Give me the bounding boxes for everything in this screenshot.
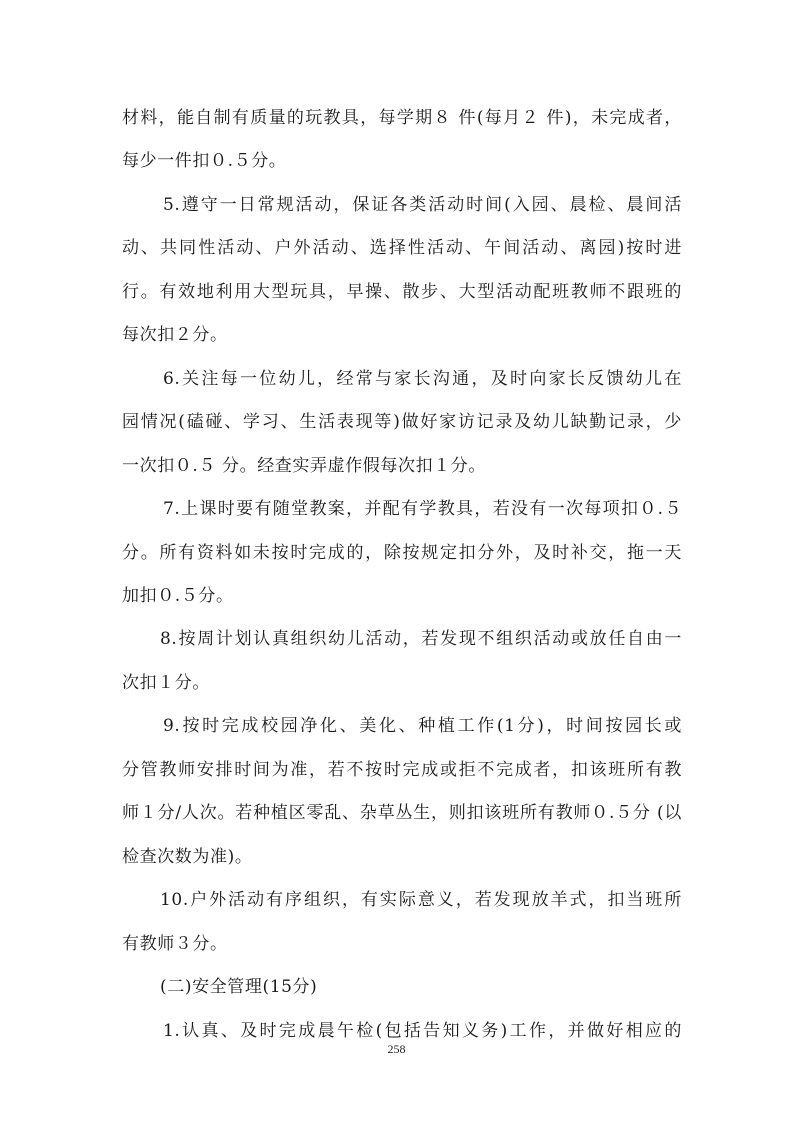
text-line-17: 师１分/人次。若种植区零乱、杂草丛生，则扣该班所有教师０.５分 (以 [122, 803, 682, 823]
text-line-12: 加扣０.５分。 [122, 586, 234, 606]
text-line-9: 一次扣０.５ 分。经查实弄虚作假每次扣１分。 [122, 456, 487, 476]
text-line-7: 6.关注每一位幼儿，经常与家长沟通，及时向家长反馈幼儿在 [163, 369, 682, 389]
text-line-15: 9.按时完成校园净化、美化、种植工作(1分)，时间按园长或 [163, 716, 682, 736]
text-line-10: 7.上课时要有随堂教案，并配有学教具，若没有一次每项扣０.５ [163, 499, 682, 519]
text-line-1: 材料，能自制有质量的玩教具，每学期８ 件(每月２ 件)，未完成者， [122, 108, 682, 128]
text-line-18: 检查次数为准)。 [122, 847, 253, 867]
text-line-20: 有教师３分。 [122, 934, 228, 954]
text-line-6: 每次扣２分。 [122, 325, 228, 345]
text-line-19: 10.户外活动有序组织，有实际意义，若发现放羊式，扣当班所 [160, 890, 682, 910]
page-number: 258 [387, 1042, 406, 1056]
text-line-5: 行。有效地利用大型玩具，早操、散步、大型活动配班教师不跟班的 [122, 282, 682, 302]
text-line-3: 5.遵守一日常规活动，保证各类活动时间(入园、晨检、晨间活 [163, 195, 682, 215]
text-line-16: 分管教师安排时间为准，若不按时完成或拒不完成者，扣该班所有教 [122, 760, 682, 780]
text-line-8: 园情况(磕碰、学习、生活表现等)做好家访记录及幼儿缺勤记录，少 [122, 412, 682, 432]
text-line-14: 次扣１分。 [122, 673, 210, 693]
text-line-11: 分。所有资料如未按时完成的，除按规定扣分外，及时补交，拖一天 [122, 543, 682, 563]
text-line-4: 动、共同性活动、户外活动、选择性活动、午间活动、离园)按时进 [122, 238, 682, 258]
text-line-13: 8.按周计划认真组织幼儿活动，若发现不组织活动或放任自由一 [160, 629, 682, 649]
section-heading: (二)安全管理(15分) [160, 977, 318, 997]
text-line-22: 1.认真、及时完成晨午检(包括告知义务)工作，并做好相应的 [163, 1021, 682, 1041]
text-line-2: 每少一件扣０.５分。 [122, 151, 287, 171]
